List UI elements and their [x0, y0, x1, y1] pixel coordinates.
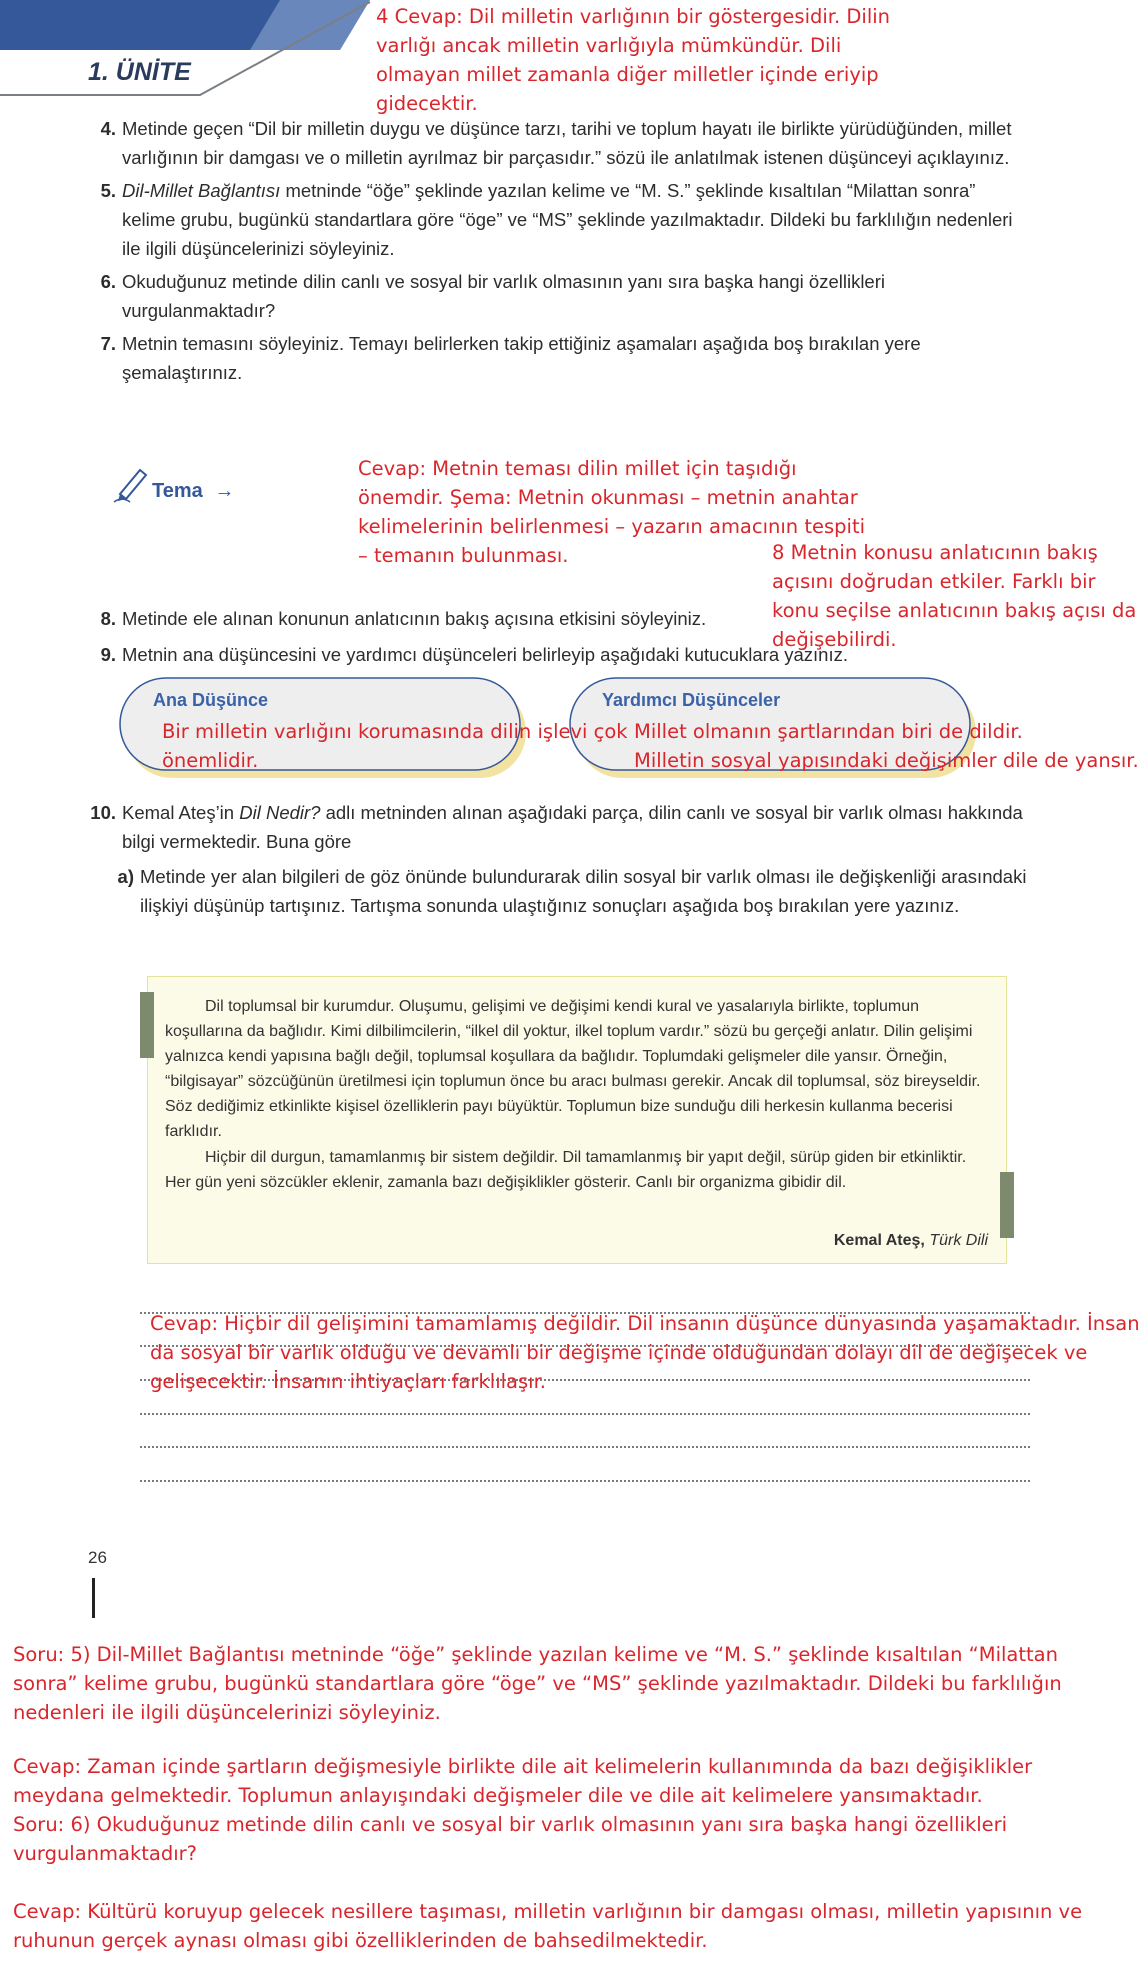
passage-bar-left — [140, 992, 154, 1058]
answer-4: 4 Cevap: Dil milletin varlığının bir göstergesidir. Dilin varlığı ancak milletin varlığıyla mümkündür. Dili olmayan millet zamanla diğer milletler içinde eriyip gidecektir. — [376, 5, 891, 115]
footer-question-5: Soru: 5) Dil-Millet Bağlantısı metninde “öğe” şeklinde yazılan kelime ve “M. S.” şeklinde kısaltılan “Milattan sonra” kelime grubu, bugünkü standartlara göre “öge” ve “MS” şeklinde yazılmaktadır. Dildeki bu farklılığın nedenleri ile ilgili düşüncelerinizi söyleyiniz. — [13, 1643, 1062, 1724]
passage-bar-right — [1000, 1172, 1014, 1238]
question-text: Metnin temasını söyleyiniz. Temayı belirlerken takip ettiğiniz aşamaları aşağıda boş bırakılan yere şemalaştırınız. — [122, 333, 921, 383]
answer-10: Cevap: Hiçbir dil gelişimini tamamlamış değildir. Dil insanın düşünce dünyasında yaşamaktadır. İnsan da sosyal bir varlık olduğu ve devamlı bir değişme içinde olduğundan dolayı dil de değişecek ve gelişecektir. İnsanın ihtiyaçları farklılaşır. — [150, 1312, 1140, 1393]
writing-line — [140, 1446, 1030, 1448]
question-number: 8. — [100, 608, 116, 629]
question-text: Metnin ana düşüncesini ve yardımcı düşünceleri belirleyip aşağıdaki kutucuklara yazınız. — [122, 644, 848, 665]
passage-author: Kemal Ateş, — [833, 1232, 925, 1249]
question-9 — [88, 640, 1048, 669]
question-text-continued: adlı metninden alınan aşağıdaki parça, dilin canlı ve sosyal bir varlık olması hakkında bilgi vermektedir. Buna göre — [122, 802, 1023, 852]
tema-answer: Cevap: Metnin teması dilin millet için taşıdığı önemdir. Şema: Metnin okunması – metnin anahtar kelimelerinin belirlenmesi – yazarın amacının tespiti – temanın bulunması. — [358, 457, 866, 567]
question-4 — [88, 114, 1028, 172]
pencil-icon — [112, 464, 154, 504]
question-text: metninde “öğe” şeklinde yazılan kelime ve “M. S.” şeklinde kısaltılan “Milattan sonra” kelime grubu, bugünkü standartlara göre “öge” ve “MS” şeklinde yazılmaktadır. Dildeki bu farklılığın nedenleri ile ilgili düşüncelerinizi söyleyiniz. — [122, 180, 1013, 259]
question-text: Metinde ele alınan konunun anlatıcının bakış açısına etkisini söyleyiniz. — [122, 608, 707, 629]
question-text: Okuduğunuz metinde dilin canlı ve sosyal bir varlık olmasının yanı sıra başka hangi özellikleri vurgulanmaktadır? — [122, 271, 885, 321]
arrow-right-icon: → — [214, 480, 235, 502]
tema-text: Tema — [152, 480, 203, 502]
question-number: 6. — [100, 271, 116, 292]
page-number: 26 — [88, 1548, 107, 1567]
question-number: 10. — [90, 802, 116, 823]
passage-citation — [600, 1228, 988, 1253]
passage-source: Türk Dili — [929, 1232, 988, 1249]
question-number: a) — [117, 866, 134, 887]
main-idea-title: Ana Düşünce — [153, 690, 269, 710]
main-idea-answer: Bir milletin varlığını korumasında dilin işlevi çok önemlidir. — [162, 720, 628, 772]
tema-label — [152, 480, 234, 503]
footer-answer-5: Cevap: Zaman içinde şartların değişmesiyle birlikte dile ait kelimelerin kullanımında da bazı değişiklikler meydana gelmektedir. Toplumun anlayışındaki değişmeler dile ve dile ait kelimelere yansımaktadır. — [13, 1755, 1033, 1807]
question-10 — [80, 798, 1028, 856]
question-text: Kemal Ateş’in — [122, 802, 240, 823]
questions-block — [88, 114, 1028, 387]
question-5 — [88, 176, 1028, 263]
question-number: 7. — [100, 333, 116, 354]
question-text: Metinde yer alan bilgileri de göz önünde bulundurarak dilin sosyal bir varlık olması ile değişkenliği arasındaki ilişkiyi düşünüp tartışınız. Tartışma sonunda ulaştığınız sonuçları aşağıda boş bırakılan yere yazınız. — [140, 866, 1027, 916]
question-6 — [88, 267, 1028, 325]
question-7 — [88, 329, 1028, 387]
helper-ideas-title: Yardımcı Düşünceler — [602, 690, 781, 710]
passage-paragraph-2: Hiçbir dil durgun, tamamlanmış bir sistem değildir. Dil tamamlanmış bir yapıt değil, sürüp giden bir etkinliktir. Her gün yeni sözcükler eklenir, zamanla bazı değişiklikler gösterir. Canlı bir organizma gibidir dil. — [165, 1149, 967, 1191]
writing-line — [140, 1480, 1030, 1482]
passage-paragraph-1: Dil toplumsal bir kurumdur. Oluşumu, gelişimi ve değişimi kendi kural ve yasalarıyla birlikte, toplumun koşullarına da bağlıdır. Kimi dilbilimcilerin, “ilkel dil yoktur, ilkel toplum vardır.” sözü bu gerçeği anlatır. Dilin gelişimi yalnızca kendi yapısına bağlı değil, toplumsal koşullara da bağlıdır. Toplumdaki gelişmeler dile yansır. Örneğin, “bilgisayar” sözcüğünün üretilmesi için toplumun önce bu aracı bulması gerekir. Ancak dil toplumsal, söz bireyseldir. Söz dediğimiz etkinlikte kişisel özelliklerin payı büyüktür. Toplumun bize sunduğu dili herkesin kullanma becerisi farklıdır. — [165, 998, 981, 1140]
helper-answer-1: Millet olmanın şartlarından biri de dildir. — [634, 720, 1023, 743]
question-number: 9. — [100, 644, 116, 665]
question-number: 4. — [100, 118, 116, 139]
unit-title: 1. ÜNİTE — [88, 58, 191, 86]
footer-answer-6: Cevap: Kültürü koruyup gelecek nesillere taşıması, milletin varlığının bir damgası olması, milletin yapısının ve ruhunun gerçek aynası olması gibi özelliklerinden de bahsedilmektedir. — [13, 1900, 1083, 1952]
writing-line — [140, 1413, 1030, 1415]
question-text: Metinde geçen “Dil bir milletin duygu ve düşünce tarzı, tarihi ve toplum hayatı ile birlikte yürüdüğünden, millet varlığının bir damgası ve o milletin ayrılmaz bir parçasıdır.” sözü ile anlatılmak istenen düşünceyi açıklayınız. — [122, 118, 1012, 168]
page-number-rule — [92, 1578, 95, 1618]
helper-answer-2: Milletin sosyal yapısındaki değişimler dile de yansır. — [634, 749, 1139, 772]
question-number: 5. — [100, 180, 116, 201]
question-10a — [110, 862, 1028, 920]
question-italic: Dil Nedir? — [239, 802, 321, 823]
question-italic: Dil-Millet Bağlantısı — [122, 180, 281, 201]
question-8 — [88, 604, 848, 633]
footer-question-6: Soru: 6) Okuduğunuz metinde dilin canlı ve sosyal bir varlık olmasının yanı sıra başka hangi özellikleri vurgulanmaktadır? — [13, 1813, 1008, 1865]
answer-8: 8 Metnin konusu anlatıcının bakış açısını doğrudan etkiler. Farklı bir konu seçilse anlatıcının bakış açısı da değişebilirdi. — [772, 541, 1137, 651]
